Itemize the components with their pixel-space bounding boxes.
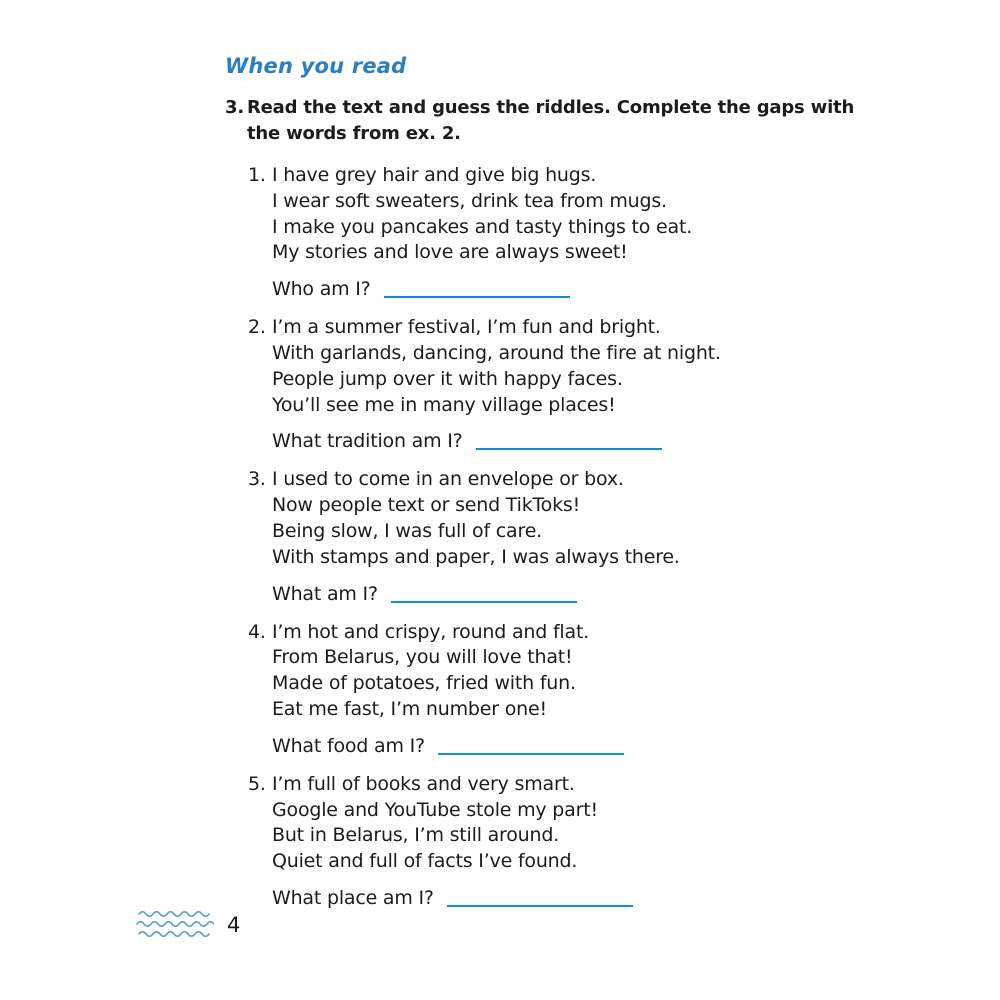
exercise-number: 3. [225, 97, 244, 118]
riddle-number: 1. [248, 164, 266, 186]
riddle-line: You’ll see me in many village places! [272, 393, 616, 416]
riddle-question-row [272, 428, 905, 454]
riddle-line: I’m full of books and very smart. [272, 772, 575, 795]
riddle-line: With garlands, dancing, around the fire at night. [272, 341, 721, 364]
riddle-line: Quiet and full of facts I’ve found. [272, 850, 578, 873]
answer-blank-input[interactable] [391, 587, 577, 603]
riddle-line: My stories and love are always sweet! [272, 241, 628, 264]
riddle-list [225, 163, 905, 911]
riddle-lines [272, 163, 692, 266]
riddle-verse [225, 163, 905, 266]
riddle-item [225, 163, 905, 302]
riddle-lines [272, 772, 598, 875]
riddle-line: I’m hot and crispy, round and flat. [272, 620, 590, 643]
riddle-question-row [272, 733, 905, 759]
riddle-item [225, 772, 905, 911]
riddle-line: I used to come in an envelope or box. [272, 468, 624, 491]
riddle-lines [272, 620, 589, 723]
riddle-question: What tradition am I? [272, 430, 463, 453]
riddle-line: I make you pancakes and tasty things to eat. [272, 215, 693, 238]
riddle-item [225, 315, 905, 454]
riddle-question-row [272, 581, 905, 607]
riddle-line: Now people text or send TikToks! [272, 494, 581, 517]
riddle-lines [272, 315, 721, 418]
riddle-line: From Belarus, you will love that! [272, 646, 573, 669]
riddle-item [225, 620, 905, 759]
answer-blank-input[interactable] [447, 891, 633, 907]
section-heading: When you read [225, 54, 407, 78]
riddle-line: Made of potatoes, fried with fun. [272, 672, 576, 695]
riddle-number: 2. [248, 316, 266, 339]
page-content [225, 54, 905, 924]
riddle-question: What place am I? [272, 886, 434, 909]
riddle-line: Google and YouTube stole my part! [272, 798, 598, 821]
riddle-line: With stamps and paper, I was always there. [272, 545, 680, 568]
riddle-item [225, 467, 905, 606]
riddle-verse [225, 467, 905, 570]
answer-blank-input[interactable] [384, 282, 570, 298]
riddle-question-row [272, 276, 905, 302]
riddle-verse [225, 620, 905, 723]
answer-blank-input[interactable] [438, 739, 624, 755]
riddle-question: What food am I? [272, 734, 425, 757]
riddle-number: 5. [248, 772, 266, 795]
riddle-line: I wear soft sweaters, drink tea from mugs. [272, 189, 667, 212]
answer-blank-input[interactable] [476, 434, 662, 450]
exercise-instruction [225, 95, 873, 147]
riddle-verse [225, 315, 905, 418]
riddle-line: I have grey hair and give big hugs. [272, 164, 597, 186]
riddle-line: Eat me fast, I’m number one! [272, 697, 547, 720]
riddle-line: I’m a summer festival, I’m fun and bright. [272, 316, 661, 339]
riddle-line: But in Belarus, I’m still around. [272, 824, 560, 847]
wavy-lines-icon [136, 908, 214, 940]
riddle-line: People jump over it with happy faces. [272, 367, 623, 390]
page-number: 4 [227, 912, 241, 937]
riddle-number: 3. [248, 468, 266, 491]
riddle-question: What am I? [272, 582, 378, 605]
riddle-question-row [272, 885, 905, 911]
riddle-lines [272, 467, 680, 570]
riddle-line: Being slow, I was full of care. [272, 519, 543, 542]
page-footer [136, 908, 240, 940]
exercise-instruction-text: Read the text and guess the riddles. Complete the gaps with the words from ex. 2. [247, 97, 855, 144]
riddle-verse [225, 772, 905, 875]
riddle-number: 4. [248, 620, 266, 643]
riddle-question: Who am I? [272, 278, 371, 301]
